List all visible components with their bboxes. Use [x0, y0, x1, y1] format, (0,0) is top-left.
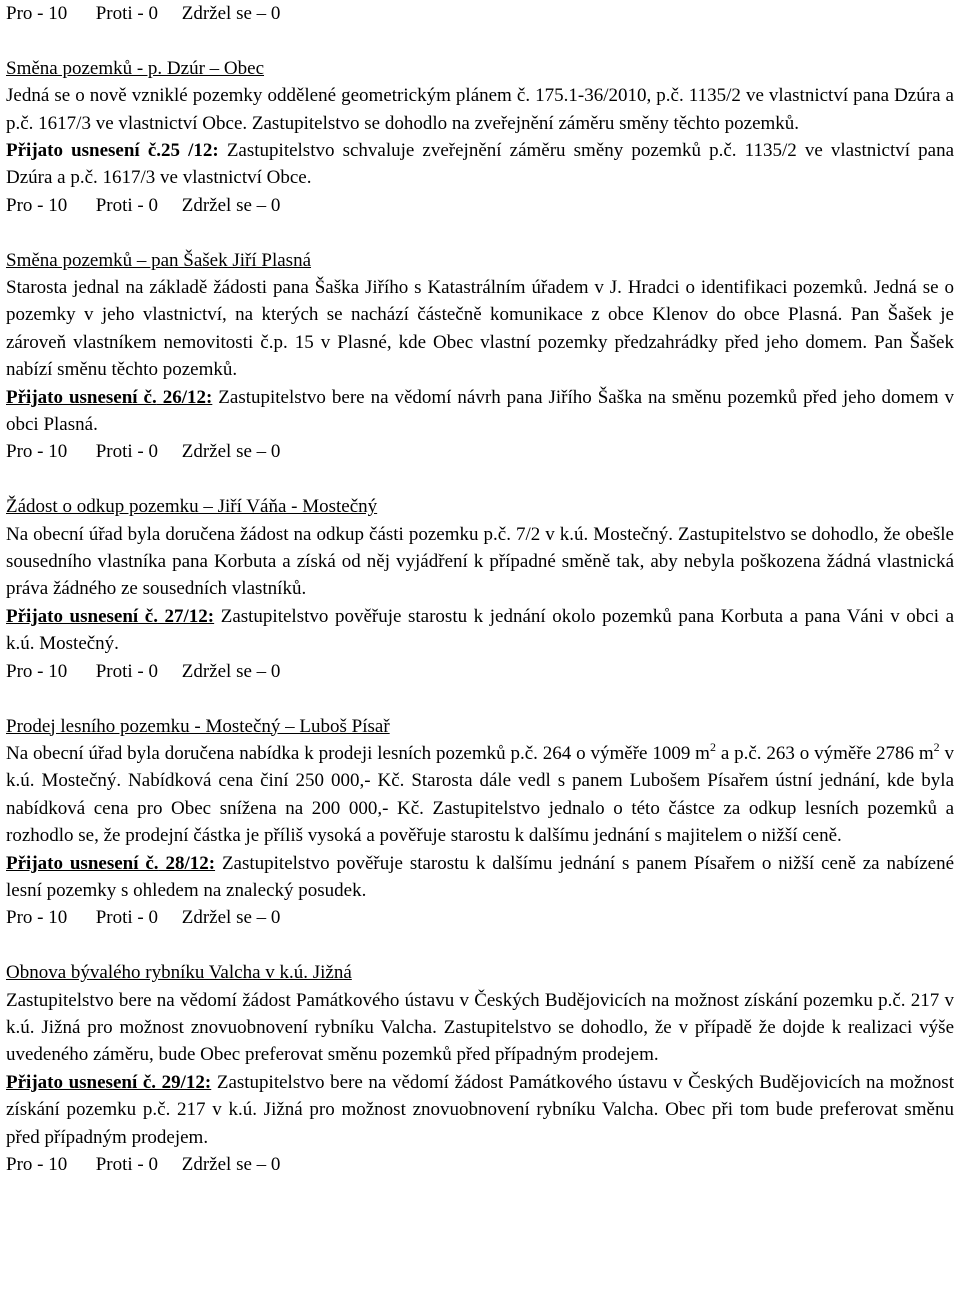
section-heading: [6, 493, 954, 520]
resolution-number: 25 /12:: [161, 140, 219, 162]
heading-obnova-valcha: Obnova bývalého rybníku Valcha v k.ú. Jižná: [6, 962, 352, 984]
heading-smena-sasek: Směna pozemků – pan Šašek Jiří Plasná: [6, 249, 312, 271]
heading-zadost-vana: Žádost o odkup pozemku – Jiří Váňa - Mostečný: [6, 496, 378, 518]
resolution-text: Zastupitelstvo schvaluje zveřejnění záměru směny pozemků p.č. 1135/2 ve vlastnictví pana Dzúra a p.č. 1617/3 ve vlastnictví Obce.: [6, 140, 954, 189]
resolution-label: Přijato usnesení č.: [6, 1071, 157, 1093]
section-heading: [6, 959, 954, 986]
heading-prodej-pisar: Prodej lesního pozemku - Mostečný – Luboš Písař: [6, 715, 390, 737]
vote-result: Pro - 10 Proti - 0 Zdržel se – 0: [6, 441, 281, 463]
superscript: 2: [933, 739, 940, 754]
resolution-number: 28/12:: [158, 852, 216, 874]
resolution-text: Zastupitelstvo bere na vědomí návrh pana Jiřího Šaška na směnu pozemků před jeho domem v obci Plasná.: [6, 386, 954, 436]
text-part: a p.č. 263 o výměře 2786 m: [715, 742, 934, 764]
resolution-label: Přijato usnesení č.: [6, 386, 157, 408]
section-text: [6, 740, 954, 850]
section-heading: [6, 55, 954, 82]
section-text: Jedná se o nově vzniklé pozemky oddělené geometrickým plánem č. 175.1-36/2010, p.č. 1135/2 ve vlastnictví pana Dzúra a p.č. 1617/3 ve vlastnictví Obce. Zastupitelstvo se dohodlo na zveřejnění záměru směny těchto pozemků.: [6, 85, 954, 134]
resolution: [6, 1069, 954, 1151]
resolution: [6, 137, 954, 192]
resolution-number: 29/12:: [156, 1071, 212, 1093]
vote-result: Pro - 10 Proti - 0 Zdržel se – 0: [6, 3, 281, 24]
text-part: v k.ú. Mostečný. Nabídková cena činí 250 000,- Kč. Starosta dále vedl s panem Lubošem Písařem ústní jednání, kde byla nabídková cena pro Obec snížena na 200 000,- Kč. Zastupitelstvo jednalo o této částce za odkup lesních pozemků a rozhodlo se, že prodejní částka je příliš vysoká a pověřuje starostu k dalšímu jednání s majitelem o nižší ceně.: [6, 742, 955, 847]
section-text: Na obecní úřad byla doručena žádost na odkup části pozemku p.č. 7/2 v k.ú. Mostečný. Zastupitelstvo se dohodlo, že obešle sousedního vlastníka pana Korbuta a získá od něj vyjádření k případné směně tak, aby nebyla poškozena žádná vlastnická práva žádného ze sousedních vlastníků.: [6, 523, 954, 600]
resolution: [6, 850, 954, 905]
resolution-label: Přijato usnesení č.: [6, 852, 159, 874]
text-part: Na obecní úřad byla doručena nabídka k prodeji lesních pozemků p.č. 264 o výměře 1009 m: [6, 742, 710, 764]
section-text: Starosta jednal na základě žádosti pana Šaška Jiřího s Katastrálním úřadem v J. Hradci o identifikaci pozemků. Jedná se o pozemky v jeho vlastnictví, na kterých se nachází částečně komunikace z obce Klenov do obce Plasná. Pan Šašek je zároveň vlastníkem nemovitosti č.p. 15 v Plasné, kde Obec vlastní pozemky předzahrádky před jeho domem. Pan Šašek nabízí směnu těchto pozemků.: [6, 277, 954, 381]
resolution-text: Zastupitelstvo pověřuje starostu k dalšímu jednání s panem Písařem o nižší ceně za nabízené lesní pozemky s ohledem na znalecký posudek.: [6, 852, 955, 901]
vote-result: Pro - 10 Proti - 0 Zdržel se – 0: [6, 1153, 281, 1175]
section-text: Zastupitelstvo bere na vědomí žádost Památkového ústavu v Českých Budějovicích na možnost získání pozemku p.č. 217 v k.ú. Jižná pro možnost znovuobnovení rybníku Valcha. Zastupitelstvo se dohodlo, že v případě že dojde k realizaci výše uvedeného záměru, bude Obec preferovat směnu pozemků před případným prodejem.: [6, 989, 954, 1066]
resolution-text: Zastupitelstvo bere na vědomí žádost Památkového ústavu v Českých Budějovicích na možnost získání pozemku p.č. 217 v k.ú. Jižná pro možnost znovuobnovení rybníku Valcha. Obec při tom bude preferovat směnu před případným prodejem.: [6, 1071, 954, 1148]
section-heading: [6, 247, 954, 274]
resolution: [6, 384, 954, 439]
section-heading: [6, 713, 954, 740]
vote-result: Pro - 10 Proti - 0 Zdržel se – 0: [6, 194, 281, 216]
vote-result: Pro - 10 Proti - 0 Zdržel se – 0: [6, 907, 281, 929]
resolution-text: Zastupitelstvo pověřuje starostu k jednání okolo pozemků pana Korbuta a pana Váni v obci a k.ú. Mostečný.: [6, 605, 955, 655]
resolution-label: Přijato usnesení č.: [6, 605, 158, 627]
resolution-label: Přijato usnesení č.: [6, 140, 161, 162]
superscript: 2: [709, 739, 716, 754]
resolution-number: 26/12:: [156, 386, 213, 408]
resolution: [6, 603, 954, 658]
resolution-number: 27/12:: [157, 605, 215, 627]
vote-result: Pro - 10 Proti - 0 Zdržel se – 0: [6, 660, 281, 682]
heading-smena-dzur: Směna pozemků - p. Dzúr – Obec: [6, 57, 265, 79]
